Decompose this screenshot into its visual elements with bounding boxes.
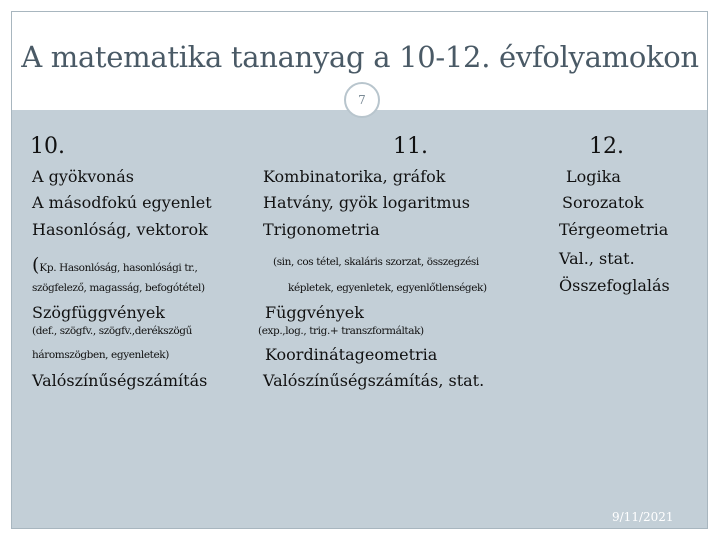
col10-item: Szögfüggvények: [32, 303, 165, 322]
col10-item: Hasonlóság, vektorok: [32, 220, 208, 239]
col11-note: (sin, cos tétel, skaláris szorzat, összegzési: [273, 256, 479, 268]
col10-note: háromszögben, egyenletek): [32, 349, 169, 361]
col12-item: Térgeometria: [559, 220, 669, 239]
col10-item: A gyökvonás: [32, 167, 134, 186]
col11-note: (exp.,log., trig.+ transzformáltak): [258, 325, 424, 337]
col12-heading: 12.: [589, 134, 624, 159]
col11-item: Kombinatorika, gráfok: [263, 167, 446, 186]
col10-note-paren: (: [32, 254, 40, 276]
col10-item: Valószínűségszámítás: [32, 371, 208, 390]
col10-note: szögfelező, magasság, befogótétel): [32, 282, 205, 294]
slide-date: 9/11/2021: [612, 510, 674, 524]
slide-number-badge: 7: [344, 82, 380, 118]
col11-item: Valószínűségszámítás, stat.: [263, 371, 485, 390]
col10-item: A másodfokú egyenlet: [32, 193, 212, 212]
col11-item: Hatvány, gyök logaritmus: [263, 193, 470, 212]
col10-note-text: Kp. Hasonlóság, hasonlósági tr.,: [39, 262, 198, 274]
col12-item: Logika: [566, 167, 621, 186]
col10-heading: 10.: [30, 134, 65, 159]
col11-item: Függvények: [265, 303, 364, 322]
col11-note: képletek, egyenletek, egyenlőtlenségek): [288, 282, 487, 294]
col12-item: Val., stat.: [559, 249, 635, 268]
col11-item: Koordinátageometria: [265, 345, 438, 364]
col12-item: Összefoglalás: [559, 276, 670, 295]
col11-item: Trigonometria: [263, 220, 380, 239]
slide-title: A matematika tananyag a 10-12. évfolyamokon: [21, 40, 699, 74]
col12-item: Sorozatok: [562, 193, 644, 212]
col10-note: (def., szögfv., szögfv.,derékszögű: [32, 325, 192, 337]
col10-note: [32, 254, 197, 276]
col11-heading: 11.: [393, 134, 428, 159]
